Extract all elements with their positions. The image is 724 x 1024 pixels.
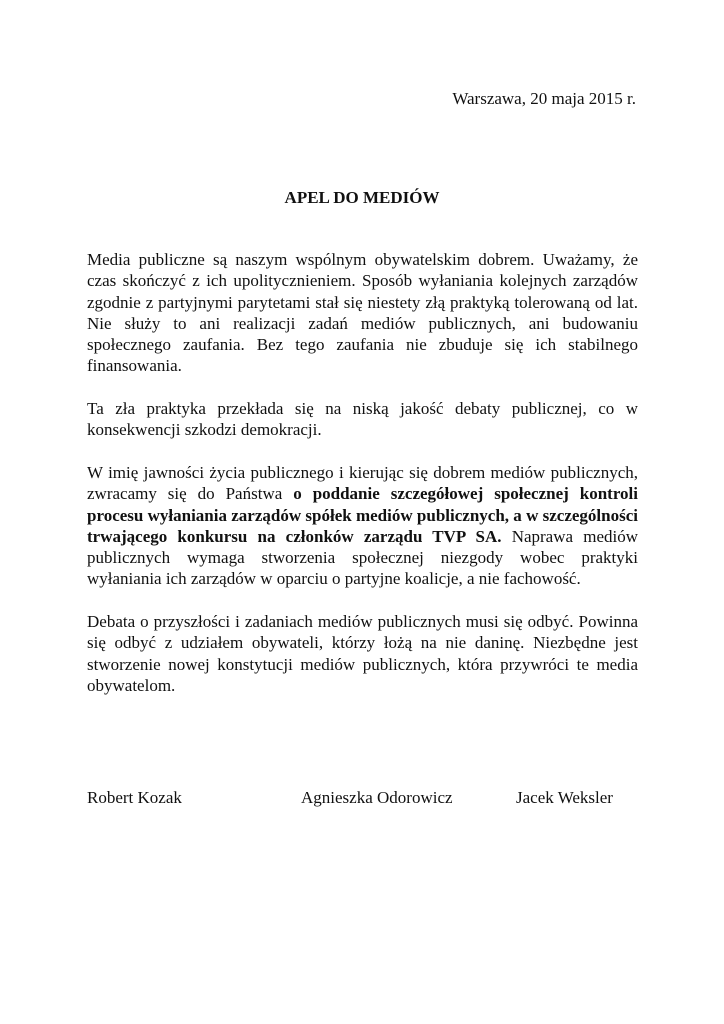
body-paragraph-3 — [87, 462, 638, 590]
letter-body — [87, 249, 638, 718]
body-paragraph-2: Ta zła praktyka przekłada się na niską jakość debaty publicznej, co w konsekwencji szkodzi demokracji. — [87, 399, 638, 440]
signatory-name: Agnieszka Odorowicz — [301, 788, 453, 807]
paragraph-3-conclusion: Naprawa mediów publicznych wymaga stworzenia społecznej niezgody wobec praktyki wyłaniania ich zarządów w oparciu o partyjne koalicje, a nie fachowość. — [87, 526, 639, 589]
signatory-name: Robert Kozak — [87, 788, 182, 807]
letter-title: APEL DO MEDIÓW — [284, 188, 440, 207]
body-paragraph-4: Debata o przyszłości i zadaniach mediów publicznych musi się odbyć. Powinna się odbyć z udziałem obywateli, którzy łożą na nie daninę. Niezbędne jest stworzenie nowej konstytucji mediów publicznych, która przywróci te media obywatelom. — [87, 612, 638, 695]
paragraph-3-intro: W imię jawności życia publicznego i kierując się dobrem mediów publicznych, zwracamy się do Państwa — [87, 462, 638, 504]
paragraph-3-bold-request: o poddanie szczegółowej społecznej kontroli procesu wyłaniania zarządów spółek mediów publicznych, a w szczególności trwającego konkursu na członków zarządu TVP SA. — [87, 484, 639, 546]
body-paragraph-1: Media publiczne są naszym wspólnym obywatelskim dobrem. Uważamy, że czas skończyć z ich upolitycznieniem. Sposób wyłaniania kolejnych zarządów zgodnie z partyjnymi parytetami stał się niestety złą praktyką tolerowaną od lat. Nie służy to ani realizacji zadań mediów publicznych, ani budowaniu społecznego zaufania. Bez tego zaufania nie zbuduje się ich stabilnego finansowania. — [87, 250, 638, 376]
signatures-row — [87, 787, 638, 809]
letter-date: Warszawa, 20 maja 2015 r. — [452, 89, 636, 108]
signatory-name: Jacek Weksler — [516, 788, 613, 807]
